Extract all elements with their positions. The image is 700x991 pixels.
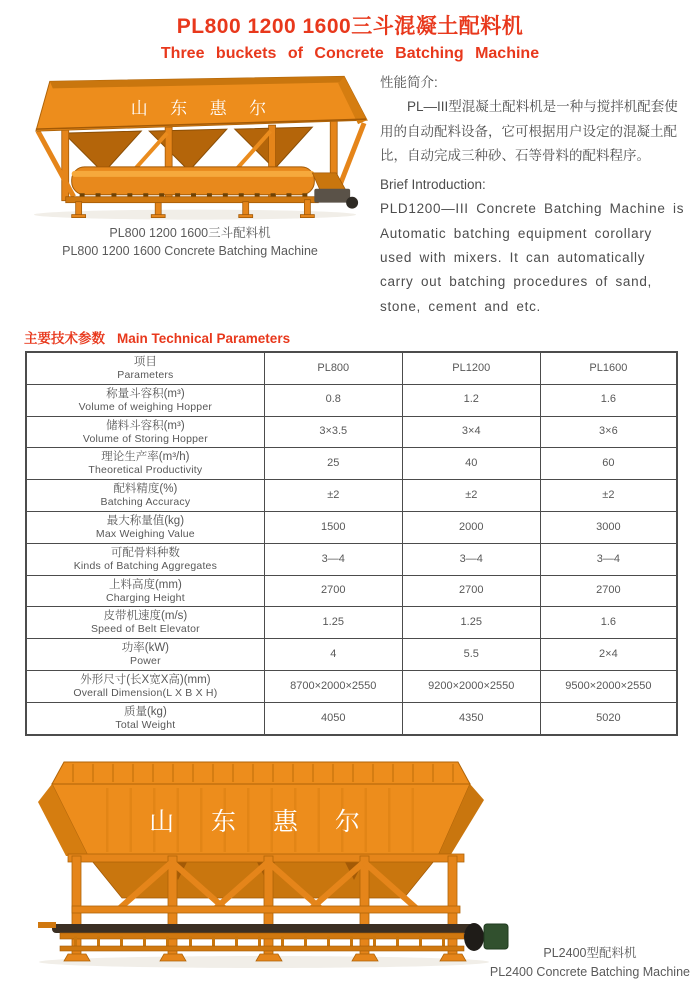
param-cell: 配料精度(%) Batching Accuracy <box>26 480 264 512</box>
table-row <box>26 671 677 703</box>
introduction-block <box>380 71 686 319</box>
value-cell: 1500 <box>264 512 402 544</box>
value-cell: 3—4 <box>264 543 402 575</box>
table-header-row <box>26 352 677 384</box>
param-cell: 皮带机速度(m/s) Speed of Belt Elevator <box>26 607 264 639</box>
param-cell: 储料斗容积(m³) Volume of Storing Hopper <box>26 416 264 448</box>
param-cell: 称量斗容积(m³) Volume of weighing Hopper <box>26 384 264 416</box>
value-cell: 2000 <box>402 512 540 544</box>
param-cell: 质量(kg) Total Weight <box>26 702 264 734</box>
param-cell: 理论生产率(m³/h) Theoretical Productivity <box>26 448 264 480</box>
value-cell: 3—4 <box>540 543 677 575</box>
table-row <box>26 448 677 480</box>
hopper-body <box>38 784 484 856</box>
brand-label-top: 山 东 惠 尔 <box>130 99 276 119</box>
table-row <box>26 416 677 448</box>
value-cell: 8700×2000×2550 <box>264 671 402 703</box>
caption-top-zh: PL800 1200 1600三斗配料机 <box>109 226 271 240</box>
section-heading-zh: 主要技术参数 <box>24 330 105 346</box>
value-cell: 9200×2000×2550 <box>402 671 540 703</box>
value-cell: 1.6 <box>540 384 677 416</box>
caption-bottom-en: PL2400 Concrete Batching Machine <box>489 965 690 980</box>
page-subtitle: Three buckets of Concrete Batching Machine <box>160 45 540 62</box>
brand-label-bottom: 山 东 惠 尔 <box>149 807 375 836</box>
table-row <box>26 607 677 639</box>
value-cell: 3×4 <box>402 416 540 448</box>
belt-conveyor <box>38 922 476 951</box>
value-cell: 3×6 <box>540 416 677 448</box>
param-cell: 上料高度(mm) Charging Height <box>26 575 264 607</box>
value-cell: ±2 <box>402 480 540 512</box>
value-cell: 25 <box>264 448 402 480</box>
table-row <box>26 575 677 607</box>
value-cell: 2700 <box>540 575 677 607</box>
value-cell: ±2 <box>540 480 677 512</box>
screw-conveyor <box>66 167 319 203</box>
param-cell: 功率(kW) Power <box>26 639 264 671</box>
caption-top <box>0 224 380 260</box>
section-heading-en: Main Technical Parameters <box>117 330 291 346</box>
param-cell: 最大称量值(kg) Max Weighing Value <box>26 512 264 544</box>
value-cell: 2×4 <box>540 639 677 671</box>
model-header-pl800: PL800 <box>264 352 402 384</box>
product-photo-block <box>0 71 380 319</box>
value-cell: 3—4 <box>402 543 540 575</box>
value-cell: 4 <box>264 639 402 671</box>
param-cell: 可配骨料种数 Kinds of Batching Aggregates <box>26 543 264 575</box>
value-cell: 5.5 <box>402 639 540 671</box>
machine-illustration-top <box>16 71 374 221</box>
top-hopper-bin <box>36 76 367 131</box>
param-header-cell: 项目 Parameters <box>26 352 264 384</box>
parameters-table <box>25 351 678 736</box>
value-cell: 3×3.5 <box>264 416 402 448</box>
param-cell: 外形尺寸(长X宽X高)(mm) Overall Dimension(L X B X H) <box>26 671 264 703</box>
value-cell: 4350 <box>402 702 540 734</box>
value-cell: 1.2 <box>402 384 540 416</box>
value-cell: 4050 <box>264 702 402 734</box>
table-row <box>26 639 677 671</box>
value-cell: 1.25 <box>402 607 540 639</box>
page-title: PL800 1200 1600三斗混凝土配料机 <box>176 15 524 38</box>
table-row <box>26 702 677 734</box>
model-header-pl1200: PL1200 <box>402 352 540 384</box>
caption-bottom <box>490 944 690 983</box>
caption-top-en: PL800 1200 1600 Concrete Batching Machine <box>62 244 318 259</box>
section-header <box>24 327 700 347</box>
value-cell: 0.8 <box>264 384 402 416</box>
value-cell: 3000 <box>540 512 677 544</box>
model-header-pl1600: PL1600 <box>540 352 677 384</box>
table-row <box>26 384 677 416</box>
value-cell: 60 <box>540 448 677 480</box>
value-cell: ±2 <box>264 480 402 512</box>
intro-en-heading: Brief Introduction: <box>380 177 486 193</box>
top-content-row <box>0 71 700 319</box>
intro-zh-body: PL—III型混凝土配料机是一种与搅拌机配套使用的自动配料设备，它可根据用户设定的混凝土配比，自动完成三种砂、石等骨料的配料程序。 <box>380 99 678 163</box>
value-cell: 2700 <box>402 575 540 607</box>
caption-bottom-zh: PL2400型配料机 <box>543 945 637 960</box>
table-row <box>26 543 677 575</box>
bottom-photo-block <box>0 756 700 991</box>
table-row <box>26 480 677 512</box>
table-row <box>26 512 677 544</box>
intro-zh-heading: 性能简介: <box>380 75 438 90</box>
value-cell: 40 <box>402 448 540 480</box>
value-cell: 1.25 <box>264 607 402 639</box>
value-cell: 9500×2000×2550 <box>540 671 677 703</box>
machine-illustration-bottom <box>16 756 516 971</box>
value-cell: 5020 <box>540 702 677 734</box>
page-header <box>0 0 700 63</box>
discharge-motor <box>312 173 358 209</box>
value-cell: 1.6 <box>540 607 677 639</box>
value-cell: 2700 <box>264 575 402 607</box>
hopper-rim <box>52 762 470 784</box>
intro-en-body: PLD1200—III Concrete Batching Machine is Automatic batching equipment corollary used with mixers. It can automatically carry out batching procedures of sand, stone, cement and etc. <box>380 201 685 314</box>
